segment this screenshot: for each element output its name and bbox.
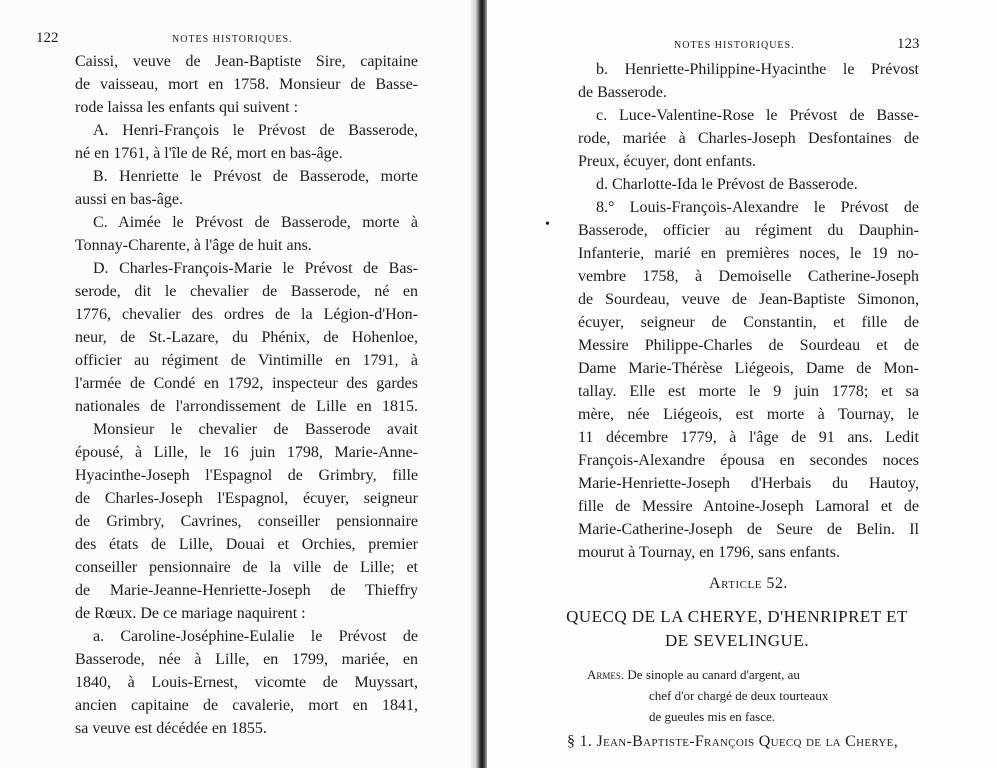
text-line: Dame Marie-Thérèse Liégeois, Dame de Mon- bbox=[578, 360, 919, 377]
text-line: Messire Philippe-Charles de Sourdeau et de bbox=[578, 337, 919, 354]
text-line: A. Henri-François le Prévost de Basserode, bbox=[93, 122, 418, 139]
text-line: Marie-Henriette-Joseph d'Herbais du Hautoy, bbox=[578, 475, 919, 492]
right-page-number: 123 bbox=[897, 36, 920, 52]
text-line: de Grimbry, Cavrines, conseiller pensionnaire bbox=[75, 513, 418, 530]
text-line: Marie-Catherine-Joseph de Seure de Belin. Il bbox=[578, 521, 919, 538]
text-line: officier au régiment de Vintimille en 1791, à bbox=[75, 352, 418, 369]
text-line: ancien capitaine de cavalerie, mort en 1841, bbox=[75, 697, 418, 714]
text-line: nationales de l'arrondissement de Lille en 1815. bbox=[75, 398, 418, 415]
family-title-line-2: DE SEVELINGUE. bbox=[665, 631, 809, 650]
text-line: aussi en bas-âge. bbox=[75, 191, 183, 208]
left-page bbox=[0, 0, 478, 768]
article-heading: Article 52. bbox=[709, 575, 788, 592]
text-line: b. Henriette-Philippine-Hyacinthe le Prévost bbox=[596, 61, 919, 78]
text-line: 8.° Louis-François-Alexandre le Prévost de bbox=[596, 199, 919, 216]
text-line: Preux, écuyer, dont enfants. bbox=[578, 153, 756, 170]
text-line: épousé, à Lille, le 16 juin 1798, Marie-Anne- bbox=[75, 444, 418, 461]
text-line: François-Alexandre épousa en secondes noces bbox=[578, 452, 919, 469]
text-line: Infanterie, marié en premières noces, le 19 no- bbox=[578, 245, 919, 262]
right-body-text bbox=[578, 58, 919, 564]
text-line: serode, dit le chevalier de Basserode, né en bbox=[75, 283, 418, 300]
text-line: Monsieur le chevalier de Basserode avait bbox=[93, 421, 418, 438]
text-line: a. Caroline-Joséphine-Eulalie le Prévost de bbox=[93, 628, 418, 645]
arms-label: Armes. bbox=[587, 667, 625, 682]
text-line: Basserode, née à Lille, en 1799, mariée, en bbox=[75, 651, 418, 668]
text-line: l'armée de Condé en 1792, inspecteur des gardes bbox=[75, 375, 418, 392]
arms-line-3: de gueules mis en fasce. bbox=[649, 709, 775, 724]
text-line: 1840, à Louis-Ernest, vicomte de Muyssart, bbox=[75, 674, 418, 691]
right-running-head: NOTES HISTORIQUES. bbox=[674, 40, 795, 51]
text-line: d. Charlotte-Ida le Prévost de Basserode. bbox=[596, 176, 858, 193]
arms-line-2: chef d'or chargé de deux tourteaux bbox=[649, 688, 829, 703]
text-line: des états de Lille, Douai et Orchies, premier bbox=[75, 536, 418, 553]
text-line: 11 décembre 1779, à l'âge de 91 ans. Ledit bbox=[578, 429, 919, 446]
text-line: D. Charles-François-Marie le Prévost de Bas- bbox=[93, 260, 418, 277]
text-line: vembre 1758, à Demoiselle Catherine-Joseph bbox=[578, 268, 919, 285]
text-line: écuyer, seigneur de Constantin, et fille de bbox=[578, 314, 919, 331]
text-line: rode, mariée à Charles-Joseph Desfontaines de bbox=[578, 130, 919, 147]
text-line: de Basserode. bbox=[578, 84, 667, 101]
text-line: sa veuve est décédée en 1855. bbox=[75, 720, 267, 737]
text-line: fille de Messire Antoine-Joseph Lamoral et de bbox=[578, 498, 919, 515]
text-line: né en 1761, à l'île de Ré, mort en bas-âge. bbox=[75, 145, 343, 162]
coat-of-arms-description bbox=[587, 664, 887, 727]
text-line: Caissi, veuve de Jean-Baptiste Sire, capitaine bbox=[75, 53, 418, 70]
text-line: Hyacinthe-Joseph l'Espagnol de Grimbry, fille bbox=[75, 467, 418, 484]
text-line: neur, de St.-Lazare, du Phénix, de Hohenloe, bbox=[75, 329, 418, 346]
section-heading: § 1. Jean-Baptiste-François Quecq de la Cherye, bbox=[567, 733, 898, 750]
text-line: de vaisseau, mort en 1758. Monsieur de Basse- bbox=[75, 76, 418, 93]
text-line: de Rœux. De ce mariage naquirent : bbox=[75, 605, 306, 622]
family-title-line-1: QUECQ DE LA CHERYE, D'HENRIPRET ET bbox=[566, 607, 908, 626]
text-line: de Charles-Joseph l'Espagnol, écuyer, seigneur bbox=[75, 490, 418, 507]
text-line: C. Aimée le Prévost de Basserode, morte à bbox=[93, 214, 418, 231]
text-line: de Sourdeau, veuve de Jean-Baptiste Simonon, bbox=[578, 291, 919, 308]
text-line: rode laissa les enfants qui suivent : bbox=[75, 99, 299, 116]
text-line: Tonnay-Charente, à l'âge de huit ans. bbox=[75, 237, 312, 254]
text-line: tallay. Elle est morte le 9 juin 1778; et sa bbox=[578, 383, 919, 400]
arms-line-1: De sinople au canard d'argent, au bbox=[627, 667, 800, 682]
left-running-head: NOTES HISTORIQUES. bbox=[172, 34, 293, 45]
text-line: 1776, chevalier des ordres de la Légion-d'Hon- bbox=[75, 306, 418, 323]
text-line: conseiller pensionnaire de la ville de Lille; et bbox=[75, 559, 418, 576]
text-line: Basserode, officier au régiment du Dauphin- bbox=[578, 222, 919, 239]
text-line: B. Henriette le Prévost de Basserode, morte bbox=[93, 168, 418, 185]
family-title bbox=[547, 605, 927, 653]
text-line: mère, née Liégeois, est morte à Tournay, le bbox=[578, 406, 919, 423]
left-body-text bbox=[75, 50, 418, 740]
text-line: mourut à Tournay, en 1796, sans enfants. bbox=[578, 544, 840, 561]
right-page bbox=[487, 0, 996, 768]
text-line: de Marie-Jeanne-Henriette-Joseph de Thieffry bbox=[75, 582, 418, 599]
margin-mark: • bbox=[545, 217, 550, 232]
text-line: c. Luce-Valentine-Rose le Prévost de Basse- bbox=[596, 107, 919, 124]
left-page-number: 122 bbox=[36, 30, 59, 46]
